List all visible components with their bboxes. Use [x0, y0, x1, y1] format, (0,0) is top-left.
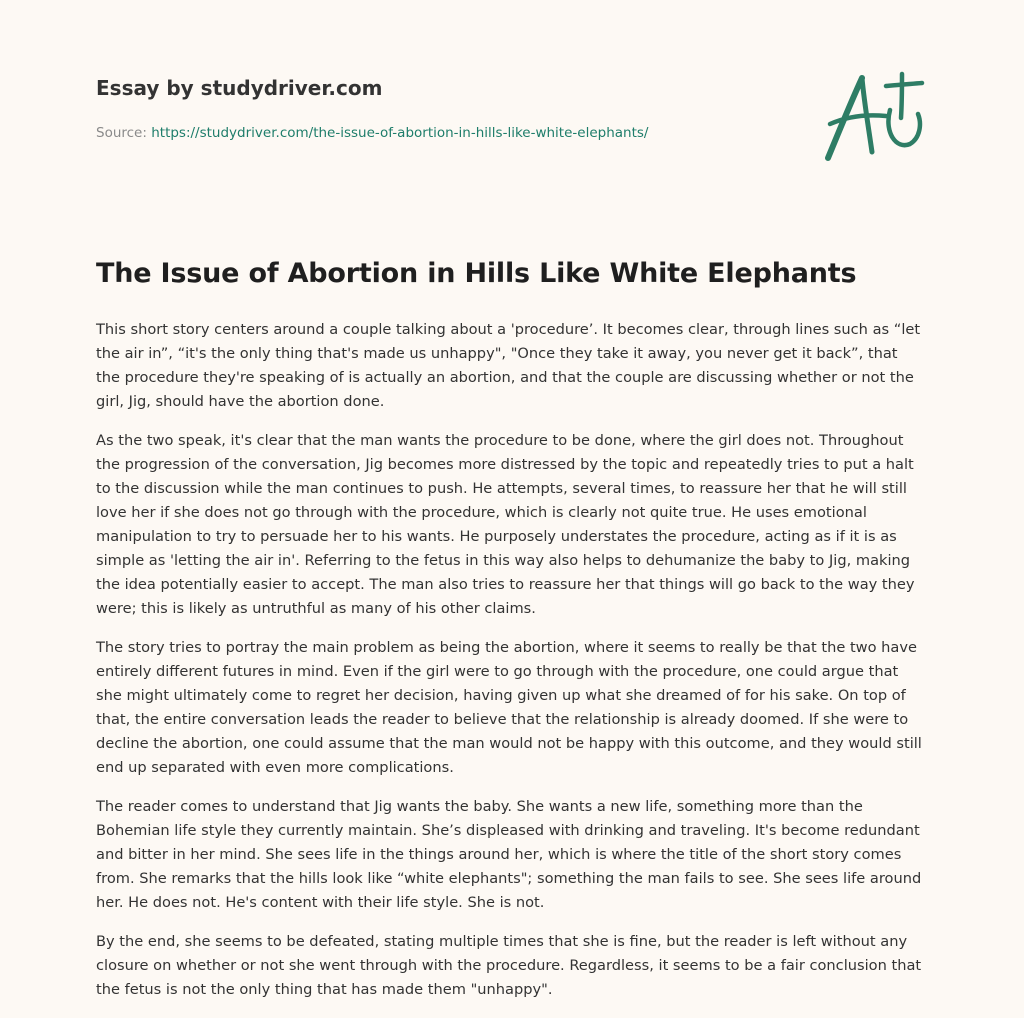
a-plus-logo-icon	[820, 66, 930, 166]
essay-paragraph: As the two speak, it's clear that the man wants the procedure to be done, where the girl does not. Throughout the progression of the conversation, Jig becomes more distressed by the topic and repeatedly tries to put a halt to the discussion while the man continues to push. He attempts, several times, to reassure her that he will still love her if she does not go through with the procedure, which is clearly not quite true. He uses emotional manipulation to try to persuade her to his wants. He purposely understates the procedure, acting as if it is as simple as 'letting the air in'. Referring to the fetus in this way also helps to dehumanize the baby to Jig, making the idea potentially easier to accept. The man also tries to reassure her that things will go back to the way they were; this is likely as untruthful as many of his other claims.	[96, 432, 915, 617]
source-label: Source:	[96, 125, 147, 141]
essay-title: The Issue of Abortion in Hills Like White Elephants	[96, 258, 857, 289]
essay-header	[96, 74, 736, 143]
essay-paragraph: By the end, she seems to be defeated, stating multiple times that she is fine, but the reader is left without any closure on whether or not she went through with the procedure. Regardless, it seems to be a fair conclusion that the fetus is not the only thing that has made them "unhappy".	[96, 933, 922, 998]
essay-paragraph: The reader comes to understand that Jig wants the baby. She wants a new life, something more than the Bohemian life style they currently maintain. She’s displeased with drinking and traveling. It's become redundant and bitter in her mind. She sees life in the things around her, which is where the title of the short story comes from. She remarks that the hills look like “white elephants"; something the man fails to see. She sees life around her. He does not. He's content with their life style. She is not.	[96, 798, 922, 911]
source-line	[96, 123, 736, 143]
source-link[interactable]: https://studydriver.com/the-issue-of-abortion-in-hills-like-white-elephants/	[151, 125, 649, 141]
essay-body	[96, 318, 926, 1017]
essay-paragraph: This short story centers around a couple talking about a 'procedure’. It becomes clear, through lines such as “let the air in”, “it's the only thing that's made us unhappy", "Once they take it away, you never get it back”, that the procedure they're speaking of is actually an abortion, and that the couple are discussing whether or not the girl, Jig, should have the abortion done.	[96, 321, 921, 410]
essay-paragraph: The story tries to portray the main problem as being the abortion, where it seems to really be that the two have entirely different futures in mind. Even if the girl were to go through with the procedure, one could argue that she might ultimately come to regret her decision, having given up what she dreamed of for his sake. On top of that, the entire conversation leads the reader to believe that the relationship is already doomed. If she were to decline the abortion, one could assume that the man would not be happy with this outcome, and they would still end up separated with even more complications.	[96, 639, 922, 776]
brand-title: Essay by studydriver.com	[96, 76, 383, 100]
